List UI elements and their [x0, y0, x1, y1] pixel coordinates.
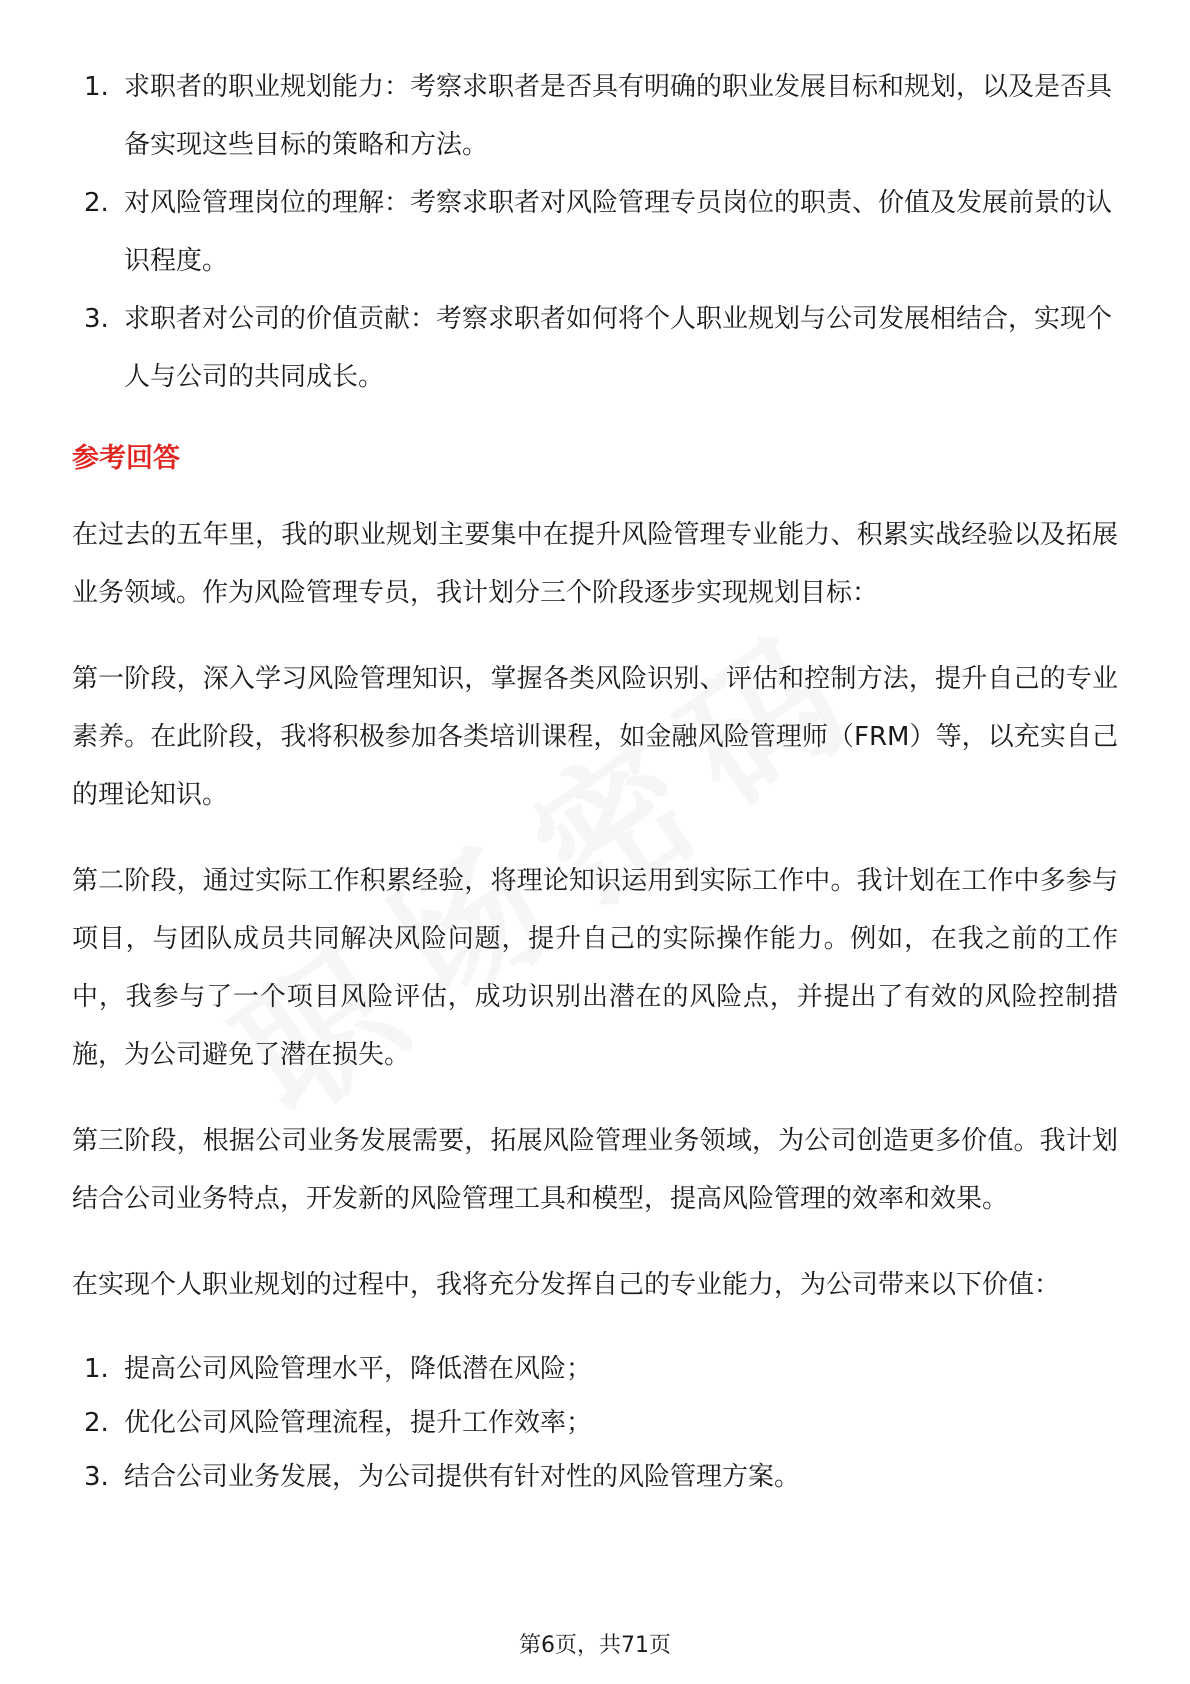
page-number-footer: 第6页，共71页: [519, 1633, 671, 1658]
list-item: [72, 1396, 1118, 1450]
list-item-number: 2.: [84, 188, 109, 218]
paragraph-stage-three: 第三阶段，根据公司业务发展需要，拓展风险管理业务领域，为公司创造更多价值。我计划结合公司业务特点，开发新的风险管理工具和模型，提高风险管理的效率和效果。: [72, 1126, 1118, 1214]
value-points-list: [72, 1342, 1118, 1504]
list-item: [72, 174, 1118, 290]
list-item-number: 1.: [84, 1354, 109, 1384]
paragraph-stage-one: 第一阶段，深入学习风险管理知识，掌握各类风险识别、评估和控制方法，提升自己的专业素养。在此阶段，我将积极参加各类培训课程，如金融风险管理师（FRM）等，以充实自己的理论知识。: [72, 664, 1118, 810]
page-content: [72, 58, 1118, 1504]
paragraph-value-intro: 在实现个人职业规划的过程中，我将充分发挥自己的专业能力，为公司带来以下价值：: [72, 1270, 1061, 1300]
paragraph-stage-two: 第二阶段，通过实际工作积累经验，将理论知识运用到实际工作中。我计划在工作中多参与项目，与团队成员共同解决风险问题，提升自己的实际操作能力。例如，在我之前的工作中，我参与了一个项目风险评估，成功识别出潜在的风险点，并提出了有效的风险控制措施，为公司避免了潜在损失。: [72, 866, 1118, 1070]
paragraph-intro: 在过去的五年里，我的职业规划主要集中在提升风险管理专业能力、积累实战经验以及拓展业务领域。作为风险管理专员，我计划分三个阶段逐步实现规划目标：: [72, 520, 1118, 608]
assessment-points-list: [72, 58, 1118, 406]
list-item: [72, 290, 1118, 406]
list-item-number: 3.: [84, 1462, 109, 1492]
list-item-number: 2.: [84, 1408, 109, 1438]
list-item: [72, 1450, 1118, 1504]
list-item-text: 对风险管理岗位的理解：考察求职者对风险管理专员岗位的职责、价值及发展前景的认识程度。: [124, 188, 1113, 276]
section-title: 参考回答: [72, 443, 180, 474]
list-item-text: 结合公司业务发展，为公司提供有针对性的风险管理方案。: [124, 1462, 801, 1492]
list-item-text: 优化公司风险管理流程，提升工作效率；: [124, 1408, 593, 1438]
list-item: [72, 58, 1118, 174]
list-item-number: 3.: [84, 304, 109, 334]
list-item-text: 提高公司风险管理水平，降低潜在风险；: [124, 1354, 593, 1384]
list-item-text: 求职者的职业规划能力：考察求职者是否具有明确的职业发展目标和规划，以及是否具备实现这些目标的策略和方法。: [124, 72, 1113, 160]
list-item-text: 求职者对公司的价值贡献：考察求职者如何将个人职业规划与公司发展相结合，实现个人与公司的共同成长。: [124, 304, 1113, 392]
list-item-number: 1.: [84, 72, 109, 102]
list-item: [72, 1342, 1118, 1396]
